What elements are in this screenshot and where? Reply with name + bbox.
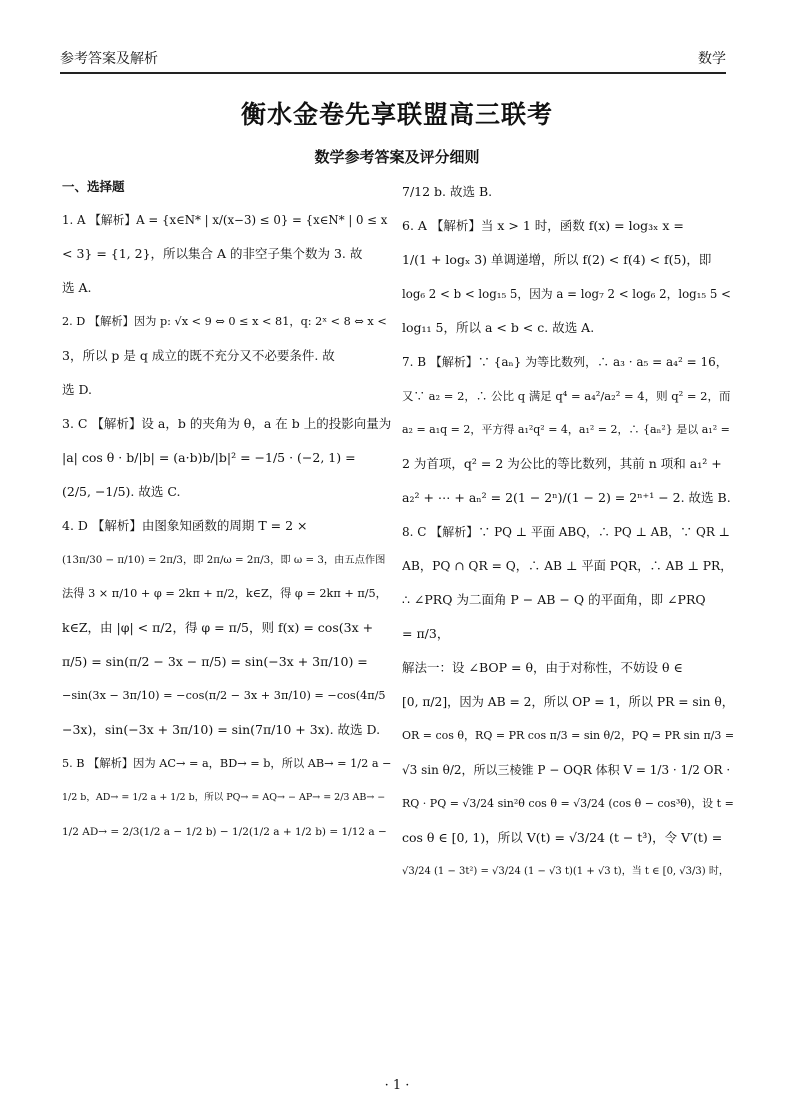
text-line: OR = cos θ，RQ = PR cos π/3 = sin θ/2，PQ = PR sin π/3 = (402, 729, 734, 742)
text-line: √3/24 (1 − 3t²) = √3/24 (1 − √3 t)(1 + √3 t)，当 t ∈ [0, √3/3) 时， (402, 866, 729, 877)
text-line: 7. B 【解析】∵ {aₙ} 为等比数列，∴ a₃ · a₅ = a₄² = 16， (402, 355, 728, 369)
text-line: 5. B 【解析】因为 AC→ = a，BD→ = b，所以 AB→ = 1/2 a − (62, 757, 392, 770)
text-line: 1/(1 + logₓ 3) 单调递增，所以 f(2) < f(4) < f(5)，即 (402, 252, 712, 267)
text-line: 8. C 【解析】∵ PQ ⊥ 平面 ABQ，∴ PQ ⊥ AB，∵ QR ⊥ (402, 525, 730, 539)
text-line: 2 为首项，q² = 2 为公比的等比数列，其前 n 项和 a₁² + (402, 456, 722, 471)
text-line: cos θ ∈ [0, 1)，所以 V(t) = √3/24 (t − t³)，令 V′(t) = (402, 830, 723, 845)
text-line: 又∵ a₂ = 2，∴ 公比 q 满足 q⁴ = a₄²/a₂² = 4，则 q² = 2，而 (402, 389, 731, 403)
text-line: a₂² + ⋯ + aₙ² = 2(1 − 2ⁿ)/(1 − 2) = 2ⁿ⁺¹ − 2. 故选 B. (402, 490, 731, 505)
text-line: 6. A 【解析】当 x > 1 时，函数 f(x) = log₃ₓ x = (402, 218, 684, 233)
document-subtitle: 数学参考答案及评分细则 (314, 148, 480, 166)
text-line: 法得 3 × π/10 + φ = 2kπ + π/2，k∈Z，得 φ = 2kπ + π/5， (62, 587, 387, 600)
text-line: (13π/30 − π/10) = 2π/3，即 2π/ω = 2π/3，即 ω = 3，由五点作图 (62, 554, 386, 566)
page-number: · 1 · (384, 1078, 410, 1093)
text-line: 4. D 【解析】由图象知函数的周期 T = 2 × (62, 518, 308, 533)
text-line: 1/2 AD→ = 2/3(1/2 a − 1/2 b) − 1/2(1/2 a + 1/2 b) = 1/12 a − (62, 826, 387, 838)
text-line: 解法一：设 ∠BOP = θ，由于对称性，不妨设 θ ∈ (402, 660, 683, 675)
page-header (60, 48, 726, 74)
text-line: 选 A. (62, 280, 92, 295)
text-line: (2/5, −1/5). 故选 C. (62, 484, 181, 499)
document-title: 衡水金卷先享联盟高三联考 (240, 100, 553, 129)
text-line: √3 sin θ/2，所以三棱锥 P − OQR 体积 V = 1/3 · 1/2 OR · (402, 763, 731, 777)
right-column (402, 175, 734, 889)
text-line: log₆ 2 < b < log₁₅ 5，因为 a = log₇ 2 < log₆ 2，log₁₅ 5 < (402, 287, 731, 301)
text-line: 选 D. (62, 382, 93, 397)
text-line: AB，PQ ∩ QR = Q，∴ AB ⊥ 平面 PQR，∴ AB ⊥ PR， (402, 559, 733, 573)
text-line: [0, π/2]，因为 AB = 2，所以 OP = 1，所以 PR = sin θ， (402, 695, 734, 709)
left-column (62, 175, 392, 849)
text-line: 3，所以 p 是 q 成立的既不充分又不必要条件. 故 (62, 348, 335, 363)
text-line: |a| cos θ · b/|b| = (a·b)b/|b|² = −1/5 · (−2, 1) = (62, 450, 356, 465)
text-line: π/5) = sin(π/2 − 3x − π/5) = sin(−3x + 3π/10) = (62, 654, 368, 669)
text-line: a₂ = a₁q = 2，平方得 a₁²q² = 4，a₁² = 2，∴ {aₙ²} 是以 a₁² = (402, 423, 730, 436)
text-line: 1/2 b，AD→ = 1/2 a + 1/2 b，所以 PQ→ = AQ→ − AP→ = 2/3 AB→ − (62, 792, 386, 803)
text-line: −3x)，sin(−3x + 3π/10) = sin(7π/10 + 3x). 故选 D. (62, 722, 381, 737)
text-line: log₁₁ 5，所以 a < b < c. 故选 A. (402, 320, 595, 335)
section-heading: 一、选择题 (62, 179, 125, 194)
text-line: 1. A 【解析】A = {x∈N* | x/(x−3) ≤ 0} = {x∈N* | 0 ≤ x (62, 213, 388, 227)
text-line: −sin(3x − 3π/10) = −cos(π/2 − 3x + 3π/10) = −cos(4π/5 (62, 689, 386, 702)
text-line: ∴ ∠PRQ 为二面角 P − AB − Q 的平面角，即 ∠PRQ (402, 592, 706, 607)
header-right-text: 数学 (698, 51, 726, 67)
text-line: < 3} = {1, 2}，所以集合 A 的非空子集个数为 3. 故 (62, 246, 363, 261)
right-column-lines (402, 175, 734, 889)
header-left-text: 参考答案及解析 (60, 51, 158, 67)
text-line: 2. D 【解析】因为 p: √x < 9 ⇔ 0 ≤ x < 81，q: 2ˣ < 8 ⇔ x < (62, 315, 387, 328)
text-line: 3. C 【解析】设 a，b 的夹角为 θ，a 在 b 上的投影向量为 (62, 416, 392, 431)
text-line: = π/3， (402, 626, 450, 641)
text-line: k∈Z，由 |φ| < π/2，得 φ = π/5，则 f(x) = cos(3x + (62, 620, 374, 635)
text-line: RQ · PQ = √3/24 sin²θ cos θ = √3/24 (cos θ − cos³θ)，设 t = (402, 797, 734, 810)
text-line: 7/12 b. 故选 B. (402, 184, 493, 199)
left-column-lines (62, 203, 392, 849)
